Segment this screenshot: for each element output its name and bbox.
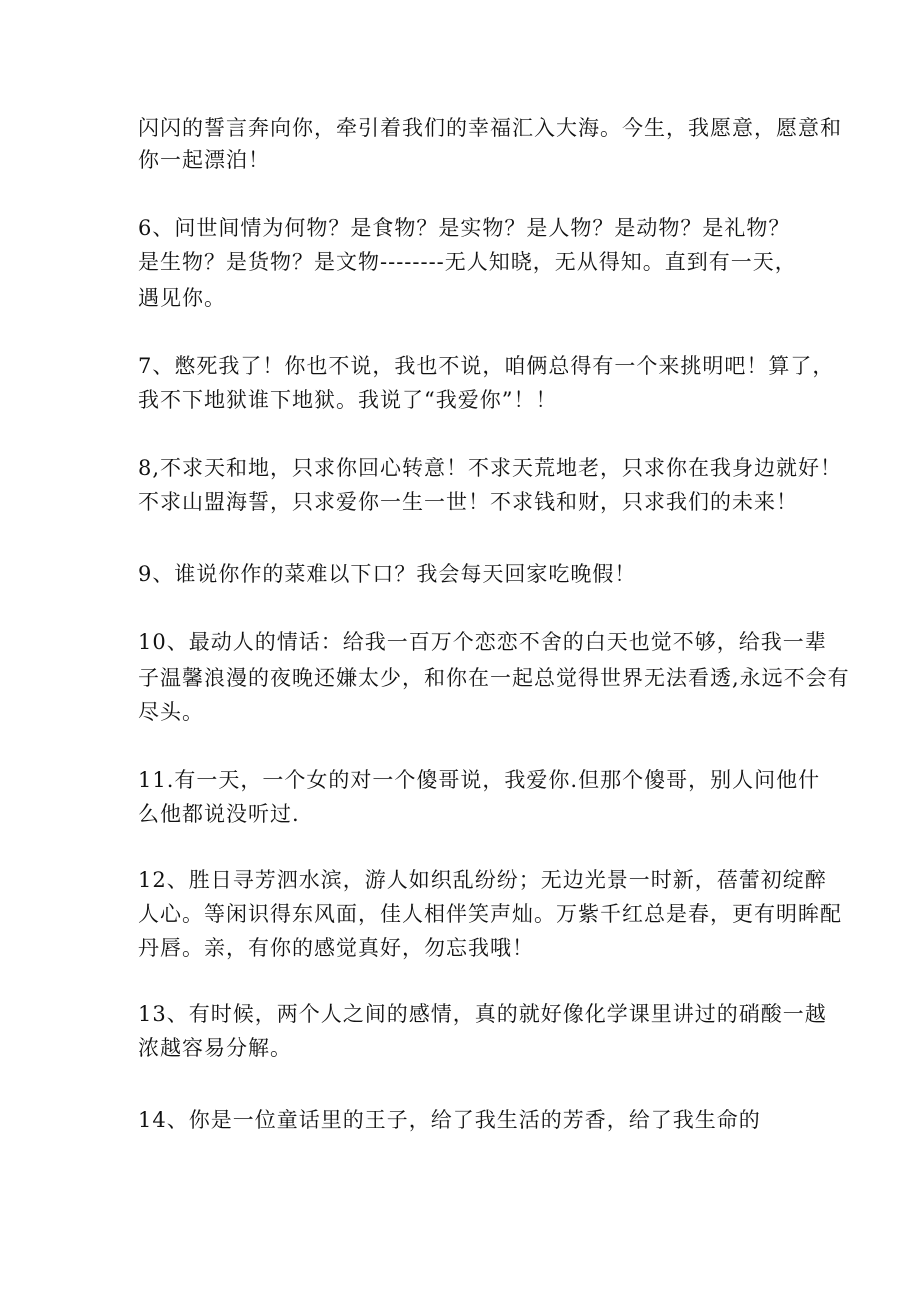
paragraph-7-line-2: 我不下地狱谁下地狱。我说了“我爱你”！！ xyxy=(138,388,558,412)
paragraph-11-line-1: 11.有一天，一个女的对一个傻哥说，我爱你.但那个傻哥，别人问他什 xyxy=(138,768,821,792)
paragraph-12-line-3: 丹唇。亲，有你的感觉真好，勿忘我哦！ xyxy=(138,936,534,960)
paragraph-12-line-1: 12、胜日寻芳泗水滨，游人如织乱纷纷；无边光景一时新，蓓蕾初绽醉 xyxy=(138,868,827,892)
paragraph-9-line-1: 9、谁说你作的菜难以下口？我会每天回家吃晚假！ xyxy=(138,562,637,586)
paragraph-8-line-1: 8,不求天和地，只求你回心转意！不求天荒地老，只求你在我身边就好！ xyxy=(138,456,843,480)
paragraph-14-line-1: 14、你是一位童话里的王子，给了我生活的芳香，给了我生命的 xyxy=(138,1108,761,1132)
paragraph-12-line-2: 人心。等闲识得东风面，佳人相伴笑声灿。万紫千红总是春，更有明眸配 xyxy=(138,902,842,926)
paragraph-13-line-1: 13、有时候，两个人之间的感情，真的就好像化学课里讲过的硝酸一越 xyxy=(138,1002,827,1026)
paragraph-5-line-1: 闪闪的誓言奔向你，牵引着我们的幸福汇入大海。今生，我愿意，愿意和 xyxy=(138,116,842,140)
paragraph-10-line-2: 子温馨浪漫的夜晚还嫌太少，和你在一起总觉得世界无法看透,永远不会有 xyxy=(138,666,850,690)
paragraph-5-line-2: 你一起漂泊！ xyxy=(138,148,270,172)
paragraph-13-line-2: 浓越容易分解。 xyxy=(138,1036,292,1060)
paragraph-10-line-3: 尽头。 xyxy=(138,700,204,724)
paragraph-6-line-2: 是生物？是货物？是文物--------无人知晓，无从得知。直到有一天， xyxy=(138,250,797,274)
paragraph-8-line-2: 不求山盟海誓，只求爱你一生一世！不求钱和财，只求我们的未来！ xyxy=(138,490,798,514)
paragraph-10-line-1: 10、最动人的情话：给我一百万个恋恋不舍的白天也觉不够，给我一辈 xyxy=(138,630,827,654)
paragraph-7-line-1: 7、憋死我了！你也不说，我也不说，咱俩总得有一个来挑明吧！算了， xyxy=(138,354,835,378)
paragraph-6-line-3: 遇见你。 xyxy=(138,286,226,310)
paragraph-11-line-2: 么他都说没听过. xyxy=(138,802,300,826)
paragraph-6-line-1: 6、问世间情为何物？是食物？是实物？是人物？是动物？是礼物？ xyxy=(138,216,791,240)
